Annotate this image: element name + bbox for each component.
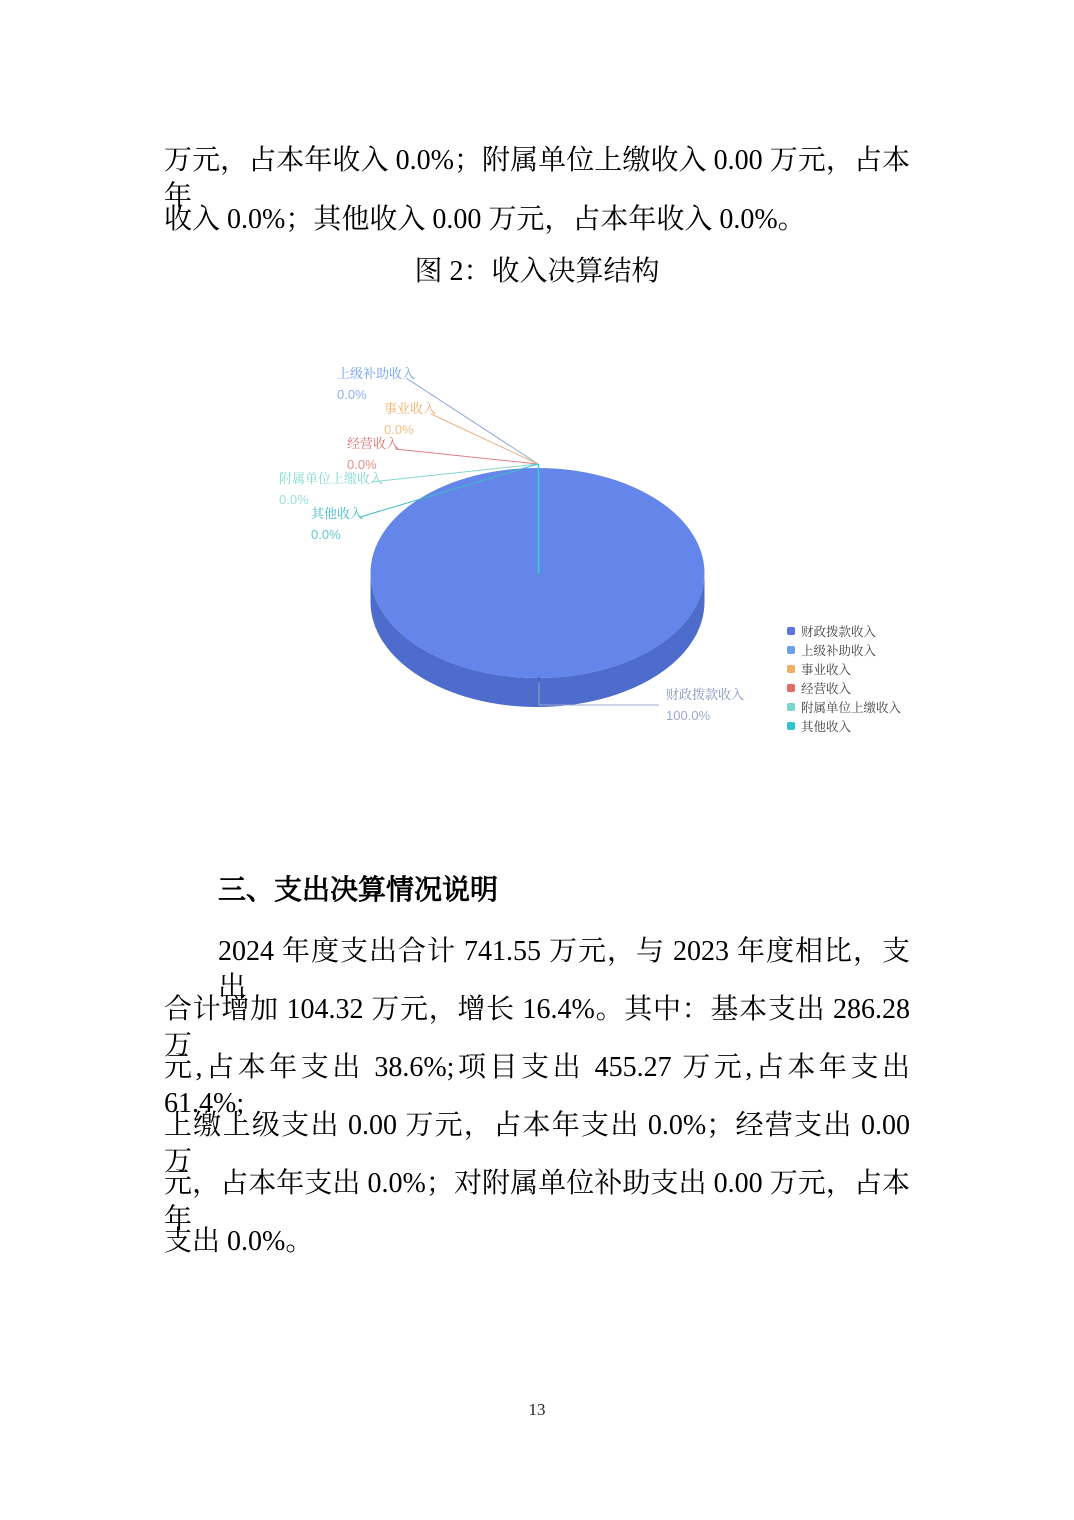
legend-label-shangji: 上级补助收入 [801,643,877,658]
expenditure-line-4: 上缴上级支出 0.00 万元，占本年支出 0.0%；经营支出 0.00 万 [164,1110,910,1177]
callout-shiye-percent: 0.0% [384,422,414,437]
legend-marker-shangji-icon [787,646,795,654]
pie-top-surface [371,468,705,678]
legend-label-shiye: 事业收入 [801,662,852,677]
callout-jingying-name: 经营收入 [347,436,400,451]
leader-line-shiye [431,414,538,464]
expenditure-line-1: 2024 年度支出合计 741.55 万元，与 2023 年度相比，支出 [218,936,910,1003]
income-pie-chart [0,300,1074,780]
legend-item-shangji [787,640,901,659]
legend-marker-fushu-icon [787,703,795,711]
callout-fushu [279,471,383,508]
callout-qita [311,506,363,543]
leader-line-jingying [395,449,538,464]
callout-jingying-percent: 0.0% [347,457,377,472]
section-heading: 三、支出决算情况说明 [218,874,499,905]
chart-legend [787,621,901,735]
expenditure-line-3: 元,占本年支出 38.6%;项目支出 455.27 万元,占本年支出 61.4%; [164,1052,910,1119]
legend-item-jingying [787,678,901,697]
callout-shiye [384,401,436,438]
legend-item-fushu [787,697,901,716]
callout-caizheng-percent: 100.0% [666,708,711,723]
legend-label-caizheng: 财政拨款收入 [801,624,877,639]
callout-shangji [337,366,415,403]
intro-paragraph-line-1: 万元，占本年收入 0.0%；附属单位上缴收入 0.00 万元，占本年 [164,145,910,212]
legend-item-shiye [787,659,901,678]
legend-label-fushu: 附属单位上缴收入 [801,700,902,715]
legend-marker-caizheng-icon [787,627,795,635]
legend-marker-qita-icon [787,722,795,730]
callout-shiye-name: 事业收入 [384,401,437,416]
legend-item-caizheng [787,621,901,640]
callout-shangji-name: 上级补助收入 [337,366,416,381]
callout-caizheng [666,687,744,724]
figure-title: 图 2：收入决算结构 [414,256,660,287]
expenditure-line-2: 合计增加 104.32 万元，增长 16.4%。其中：基本支出 286.28 万 [164,994,910,1061]
legend-item-qita [787,716,901,735]
callout-jingying [347,436,399,473]
legend-marker-jingying-icon [787,684,795,692]
expenditure-line-5: 元，占本年支出 0.0%；对附属单位补助支出 0.00 万元，占本年 [164,1168,910,1235]
pie-chart-canvas [0,300,1074,780]
intro-paragraph-line-2: 收入 0.0%；其他收入 0.00 万元，占本年收入 0.0%。 [164,204,806,235]
expenditure-line-6: 支出 0.0%。 [164,1226,314,1257]
callout-fushu-name: 附属单位上缴收入 [279,471,384,486]
callout-shangji-percent: 0.0% [337,387,367,402]
callout-caizheng-name: 财政拨款收入 [666,687,745,702]
page-number: 13 [528,1400,546,1419]
legend-marker-shiye-icon [787,665,795,673]
legend-label-qita: 其他收入 [801,719,852,734]
legend-label-jingying: 经营收入 [801,681,852,696]
callout-fushu-percent: 0.0% [279,492,309,507]
callout-qita-name: 其他收入 [311,506,364,521]
callout-qita-percent: 0.0% [311,527,341,542]
